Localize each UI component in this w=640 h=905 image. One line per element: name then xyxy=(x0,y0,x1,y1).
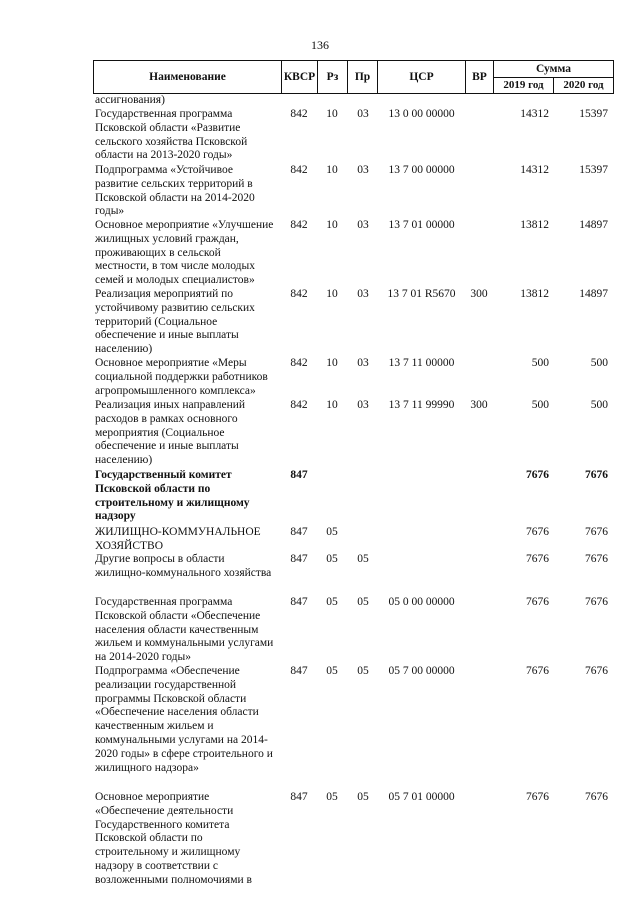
row-csr: 13 7 11 99990 xyxy=(388,399,455,411)
row-name: Основное мероприятие «Улучшение жилищных условий граждан, проживающих в сельской местности, в том числе молодых семей и молодых специалистов» xyxy=(95,219,274,287)
row-name: Государственный комитет Псковской области по строительному и жилищному надзору xyxy=(95,469,250,523)
row-csr: 05 0 00 00000 xyxy=(388,596,455,608)
table-header xyxy=(93,60,614,94)
table-row xyxy=(93,399,614,469)
row-sum-2020: 7676 xyxy=(585,791,608,803)
row-rz: 10 xyxy=(326,399,338,411)
row-kvsr: 847 xyxy=(290,469,308,481)
table-row xyxy=(93,288,614,357)
table-row xyxy=(93,596,614,665)
row-pr: 03 xyxy=(357,164,369,176)
table-row xyxy=(93,164,614,219)
row-sum-2020: 500 xyxy=(590,399,608,411)
row-rz: 05 xyxy=(326,526,338,538)
row-kvsr: 842 xyxy=(290,164,308,176)
row-rz: 05 xyxy=(326,553,338,565)
row-name: ЖИЛИЩНО-КОММУНАЛЬНОЕ ХОЗЯЙСТВО xyxy=(95,526,261,552)
row-name: Другие вопросы в области жилищно-коммунального хозяйства xyxy=(95,553,272,579)
table-row xyxy=(93,526,614,553)
row-name: Государственная программа Псковской области «Развитие сельского хозяйства Псковской области на 2013-2020 годы» xyxy=(95,108,248,162)
row-vr: 300 xyxy=(470,399,488,411)
row-name: Основное мероприятие «Меры социальной поддержки работников агропромышленного комплекса» xyxy=(95,357,268,397)
row-sum-2019: 7676 xyxy=(526,596,549,608)
row-csr: 13 7 00 00000 xyxy=(388,164,455,176)
row-rz: 05 xyxy=(326,791,338,803)
header-sum-group xyxy=(494,61,613,93)
row-sum-2019: 500 xyxy=(531,399,549,411)
row-name: Подпрограмма «Устойчивое развитие сельских территорий в Псковской области на 2014-2020 годы» xyxy=(95,164,255,218)
row-sum-2020: 500 xyxy=(590,357,608,369)
table-row xyxy=(93,94,614,108)
header-rz: Рз xyxy=(318,61,348,93)
row-sum-2020: 7676 xyxy=(585,526,608,538)
page-number: 136 xyxy=(311,38,329,52)
row-pr: 03 xyxy=(357,219,369,231)
row-sum-2019: 500 xyxy=(531,357,549,369)
row-name: Реализация мероприятий по устойчивому развитию сельских территорий (Социальное обеспечение и иные выплаты населению) xyxy=(95,288,255,356)
row-sum-2020: 15397 xyxy=(579,108,608,120)
row-sum-2019: 7676 xyxy=(526,791,549,803)
row-sum-2020: 15397 xyxy=(579,164,608,176)
row-rz: 10 xyxy=(326,288,338,300)
row-pr: 05 xyxy=(357,791,369,803)
table-row xyxy=(93,553,614,596)
row-pr: 05 xyxy=(357,665,369,677)
row-sum-2019: 7676 xyxy=(526,665,549,677)
row-name: ассигнования) xyxy=(95,94,165,106)
row-sum-2019: 13812 xyxy=(520,219,549,231)
table-body xyxy=(93,94,614,889)
header-sum: Сумма xyxy=(494,61,613,78)
table-row xyxy=(93,791,614,889)
row-csr: 05 7 01 00000 xyxy=(388,791,455,803)
header-2019: 2019 год xyxy=(494,77,554,93)
row-sum-2019: 14312 xyxy=(520,108,549,120)
table-row xyxy=(93,469,614,526)
row-sum-2019: 7676 xyxy=(526,469,549,481)
row-kvsr: 847 xyxy=(290,526,308,538)
row-pr: 05 xyxy=(357,596,369,608)
row-kvsr: 842 xyxy=(290,219,308,231)
row-sum-2020: 7676 xyxy=(585,469,608,481)
row-sum-2019: 7676 xyxy=(526,526,549,538)
row-vr: 300 xyxy=(470,288,488,300)
row-kvsr: 847 xyxy=(290,665,308,677)
row-kvsr: 842 xyxy=(290,108,308,120)
row-kvsr: 847 xyxy=(290,596,308,608)
row-kvsr: 847 xyxy=(290,791,308,803)
row-name: Государственная программа Псковской области «Обеспечение населения области качественным жильем и коммунальными услугами на 2014-2020 годы» xyxy=(95,596,274,664)
table-row xyxy=(93,665,614,791)
row-rz: 10 xyxy=(326,357,338,369)
row-pr: 05 xyxy=(357,553,369,565)
row-csr: 13 7 01 00000 xyxy=(388,219,455,231)
table-row xyxy=(93,219,614,288)
row-csr: 13 0 00 00000 xyxy=(388,108,455,120)
row-rz: 10 xyxy=(326,108,338,120)
row-sum-2020: 14897 xyxy=(579,219,608,231)
row-pr: 03 xyxy=(357,288,369,300)
header-kvsr: КВСР xyxy=(282,61,318,93)
row-sum-2019: 7676 xyxy=(526,553,549,565)
row-sum-2019: 14312 xyxy=(520,164,549,176)
row-rz: 05 xyxy=(326,665,338,677)
row-kvsr: 842 xyxy=(290,288,308,300)
row-csr: 13 7 01 R5670 xyxy=(387,288,456,300)
row-rz: 05 xyxy=(326,596,338,608)
header-csr: ЦСР xyxy=(378,61,466,93)
row-pr: 03 xyxy=(357,108,369,120)
row-name: Основное мероприятие «Обеспечение деятельности Государственного комитета Псковской области по строительному и жилищному надзору в соответствии с возложенными полномочиями в xyxy=(95,791,252,886)
row-sum-2020: 14897 xyxy=(579,288,608,300)
row-rz: 10 xyxy=(326,164,338,176)
header-pr: Пр xyxy=(348,61,378,93)
header-name: Наименование xyxy=(94,61,282,93)
table-row xyxy=(93,108,614,164)
row-csr: 05 7 00 00000 xyxy=(388,665,455,677)
row-sum-2019: 13812 xyxy=(520,288,549,300)
row-name: Подпрограмма «Обеспечение реализации государственной программы Псковской области «Обеспечение населения области качественным жильем и коммунальными услугами на 2014-2020 годы» в сфере строительного и жилищного надзора» xyxy=(95,665,273,774)
row-sum-2020: 7676 xyxy=(585,553,608,565)
table-row xyxy=(93,357,614,399)
row-pr: 03 xyxy=(357,357,369,369)
row-sum-2020: 7676 xyxy=(585,665,608,677)
row-pr: 03 xyxy=(357,399,369,411)
row-kvsr: 842 xyxy=(290,357,308,369)
row-sum-2020: 7676 xyxy=(585,596,608,608)
row-rz: 10 xyxy=(326,219,338,231)
row-kvsr: 847 xyxy=(290,553,308,565)
row-name: Реализация иных направлений расходов в рамках основного мероприятия (Социальное обеспечение и иные выплаты населению) xyxy=(95,399,246,467)
header-2020: 2020 год xyxy=(563,79,604,91)
row-kvsr: 842 xyxy=(290,399,308,411)
row-csr: 13 7 11 00000 xyxy=(388,357,455,369)
header-vr: ВР xyxy=(466,61,494,93)
